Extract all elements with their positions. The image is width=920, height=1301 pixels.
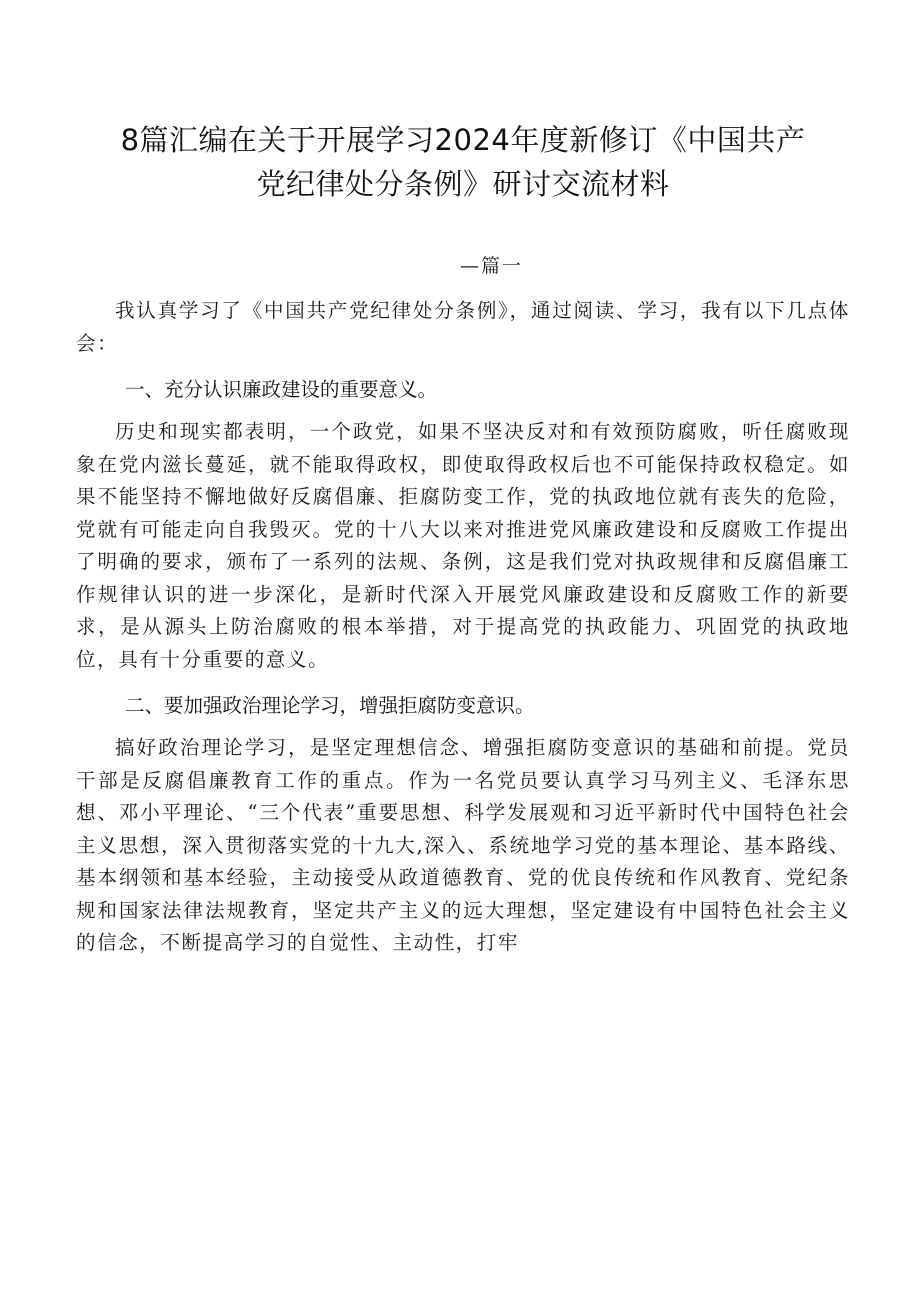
title-line-1: 8篇汇编在关于开展学习2024年度新修订《中国共产	[120, 123, 806, 157]
body-paragraph-1: 历史和现实都表明，一个政党，如果不坚决反对和有效预防腐败，听任腐败现象在党内滋长蔓延，就不能取得政权，即使取得政权后也不可能保持政权稳定。如果不能坚持不懈地做好反腐倡廉、拒腐防变工作，党的执政地位就有丧失的危险，党就有可能走向自我毁灭。党的十八大以来对推进党风廉政建设和反腐败工作提出了明确的要求，颁布了一系列的法规、条例，这是我们党对执政规律和反腐倡廉工作规律认识的进一步深化，是新时代深入开展党风廉政建设和反腐败工作的新要求，是从源头上防治腐败的根本举措，对于提高党的执政能力、巩固党的执政地位，具有十分重要的意义。	[76, 420, 850, 671]
body-paragraph-2: 搞好政治理论学习，是坚定理想信念、增强拒腐防变意识的基础和前提。党员干部是反腐倡廉教育工作的重点。作为一名党员要认真学习马列主义、毛泽东思想、邓小平理论、“三个代表”重要思想、科学发展观和习近平新时代中国特色社会主义思想，深入贯彻落实党的十九大,深入、系统地学习党的基本理论、基本路线、基本纲领和基本经验，主动接受从政道德教育、党的优良传统和作风教育、党纪条规和国家法律法规教育，坚定共产主义的远大理想，坚定建设有中国特色社会主义的信念，不断提高学习的自觉性、主动性，打牢	[76, 736, 850, 954]
title-line-2: 党纪律处分条例》研讨交流材料	[256, 167, 670, 201]
section-marker: —篇一	[460, 255, 524, 277]
heading-2: 二、要加强政治理论学习，增强拒腐防变意识。	[125, 694, 535, 717]
heading-1: 一、充分认识廉政建设的重要意义。	[125, 378, 438, 401]
intro-paragraph: 我认真学习了《中国共产党纪律处分条例》，通过阅读、学习，我有以下几点体会：	[76, 299, 850, 355]
document-title	[76, 118, 850, 206]
